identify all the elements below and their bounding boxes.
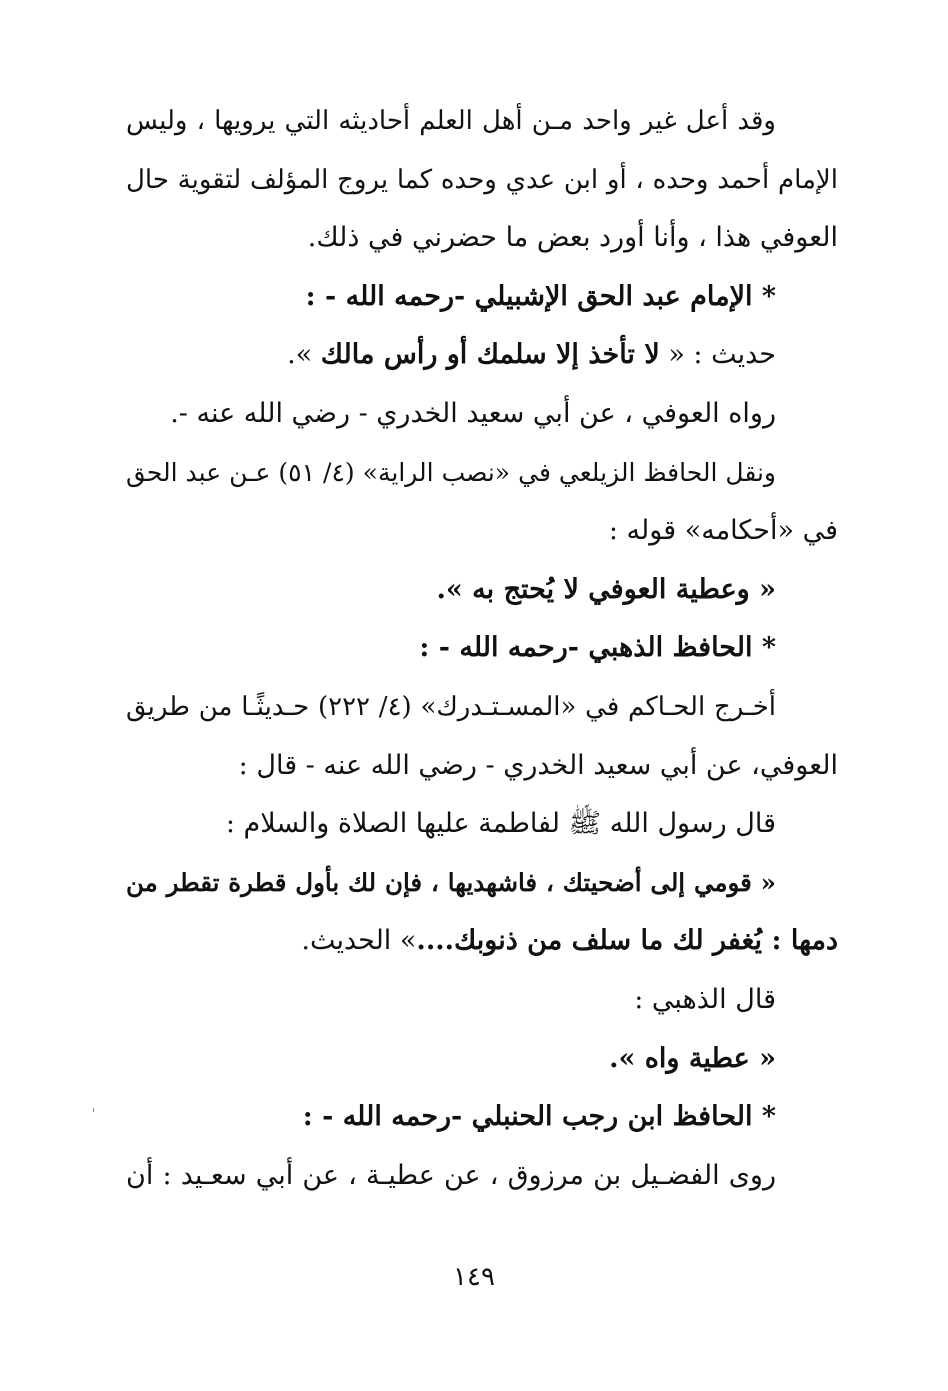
hadith-fatimah-line-2 [126, 912, 838, 971]
section-heading-abd-al-haqq: * الإمام عبد الحق الإشبيلي -رحمه الله - : [305, 280, 776, 312]
hadith-text-bold: لا تأخذ إلا سلمك أو رأس مالك [320, 339, 660, 371]
hadith-fatimah-suffix: » الحديث. [301, 925, 417, 957]
section-heading-dhahabi: * الحافظ الذهبي -رحمه الله - : [419, 632, 776, 664]
quote-wah: « عطية واه ». [609, 1042, 776, 1074]
page-number: ١٤٩ [453, 1262, 495, 1292]
quote-atiyyah: « وعطية العوفي لا يُحتج به ». [436, 573, 776, 605]
text-line-8: في «أحكامه» قوله : [608, 515, 838, 547]
text-line-3: العوفي هذا ، وأنا أورد بعض ما حضرني في ذلك. [307, 222, 838, 254]
hadith-suffix: ». [287, 339, 321, 371]
text-line-19: روى الفضـيل بن مرزوق ، عن عطيـة ، عن أبي سعـيد : أن [126, 1159, 776, 1191]
section-heading-ibn-rajab: * الحافظ ابن رجب الحنبلي -رحمه الله - : [302, 1101, 776, 1133]
hadith-prefix: حديث : « [659, 339, 776, 371]
hadith-fatimah-line-1: « قومي إلى أضحيتك ، فاشهديها ، فإن لك بأول قطرة تقطر من [126, 867, 776, 897]
text-line-6: رواه العوفي ، عن أبي سعيد الخدري - رضي الله عنه -. [170, 397, 776, 429]
margin-mark [93, 1108, 94, 1112]
text-line-13: قال رسول الله ﷺ لفاطمة عليها الصلاة والسلام : [225, 808, 776, 840]
text-line-16: قال الذهبي : [634, 983, 776, 1015]
text-line-12: العوفي، عن أبي سعيد الخدري - رضي الله عنه - قال : [238, 749, 838, 781]
text-line-1: وقد أعل غير واحد مـن أهل العلم أحاديثه التي يرويها ، وليس [126, 106, 776, 136]
text-line-11: أخـرج الحـاكم في «المسـتـدرك» (٤/ ٢٢٢) حـديثًـا من طريق [126, 691, 776, 722]
text-line-2: الإمام أحمد وحده ، أو ابن عدي وحده كما يروج المؤلف لتقوية حال [126, 164, 838, 195]
text-line-7: ونقل الحافظ الزيلعي في «نصب الراية» (٤/ ٥١) عـن عبد الحق [126, 457, 777, 487]
body-text [126, 92, 838, 1205]
hadith-line [126, 326, 838, 385]
hadith-fatimah-bold: دمها : يُغفر لك ما سلف من ذنوبك.... [416, 925, 838, 957]
